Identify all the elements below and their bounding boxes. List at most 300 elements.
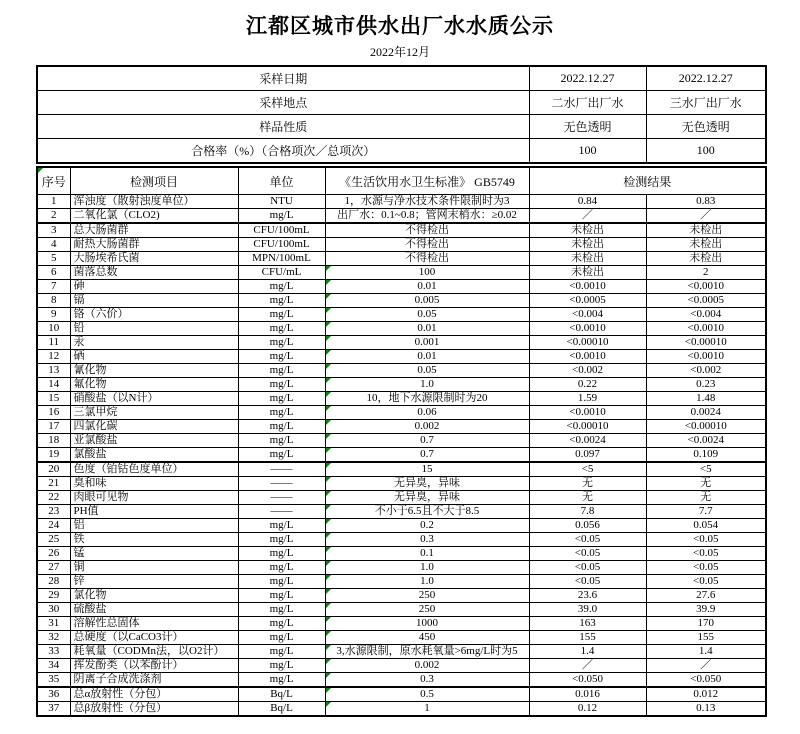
cell-index xyxy=(37,631,70,645)
cell-standard xyxy=(325,350,529,364)
cell-result-plant2 xyxy=(529,519,646,533)
cell-unit-text: —— xyxy=(270,505,293,517)
comment-marker-icon xyxy=(326,673,331,678)
cell-standard-text: 不得检出 xyxy=(405,238,449,250)
cell-unit-text: CFU/100mL xyxy=(253,238,310,250)
cell-item xyxy=(70,687,238,702)
cell-result-plant2 xyxy=(529,491,646,505)
cell-standard xyxy=(325,392,529,406)
cell-unit-text: mg/L xyxy=(269,603,294,615)
cell-result-plant3 xyxy=(646,322,766,336)
cell-standard-text: 无异臭，异味 xyxy=(394,491,460,503)
page-subtitle: 2022年12月 xyxy=(369,45,430,59)
cell-result-plant3 xyxy=(646,209,766,224)
table-row xyxy=(37,631,766,645)
cell-result-plant3 xyxy=(646,575,766,589)
cell-item xyxy=(70,575,238,589)
cell-item xyxy=(70,645,238,659)
cell-result-plant3-text: 0.83 xyxy=(696,195,716,207)
cell-item xyxy=(70,364,238,378)
cell-index xyxy=(37,673,70,688)
cell-index-text: 25 xyxy=(48,533,60,545)
cell-standard xyxy=(325,505,529,519)
cell-unit-text: mg/L xyxy=(269,448,294,460)
cell-result-plant2-text: 163 xyxy=(579,617,596,629)
cell-item-text: 总大肠菌群 xyxy=(73,224,129,236)
cell-result-plant3 xyxy=(646,645,766,659)
cell-result-plant3-text: 0.0024 xyxy=(690,406,721,418)
cell-result-plant2 xyxy=(529,477,646,491)
table-row xyxy=(37,477,766,491)
cell-unit xyxy=(238,238,325,252)
cell-item xyxy=(70,238,238,252)
main-table xyxy=(36,166,767,717)
comment-marker-icon xyxy=(326,688,331,693)
info-plant2-cell: 二水厂出厂水 xyxy=(529,91,646,115)
cell-index-text: 18 xyxy=(48,434,60,446)
cell-result-plant2-text: <5 xyxy=(581,463,594,475)
cell-standard-text: 10，地下水源限制时为20 xyxy=(366,392,488,404)
cell-item-text: 铬（六价） xyxy=(73,308,129,320)
header-result-cell: 检测结果 xyxy=(529,167,766,195)
cell-item-text: 硒 xyxy=(73,350,85,362)
cell-result-plant2-text: 0.056 xyxy=(575,519,600,531)
cell-result-plant2 xyxy=(529,294,646,308)
cell-item-text: 浑浊度（散射浊度单位） xyxy=(73,195,195,207)
cell-unit xyxy=(238,673,325,688)
header-standard-cell: 《生活饮用水卫生标准》 GB5749 xyxy=(325,167,529,195)
cell-item xyxy=(70,533,238,547)
cell-item xyxy=(70,378,238,392)
cell-index-text: 9 xyxy=(51,308,57,320)
table-row xyxy=(37,617,766,631)
cell-result-plant3-text: <0.05 xyxy=(693,547,719,559)
cell-index xyxy=(37,294,70,308)
cell-item-text: 铝 xyxy=(73,519,85,531)
comment-marker-icon xyxy=(326,561,331,566)
comment-marker-icon xyxy=(326,350,331,355)
cell-item-text: 四氯化碳 xyxy=(73,420,118,432)
table-row xyxy=(37,491,766,505)
cell-result-plant2-text: <0.05 xyxy=(574,533,601,545)
cell-standard-text: 无异臭，异味 xyxy=(394,477,460,489)
table-row xyxy=(37,603,766,617)
cell-index-text: 27 xyxy=(48,561,60,573)
cell-standard-text: 1000 xyxy=(416,617,438,629)
cell-item-text: 氟化物 xyxy=(73,378,107,390)
cell-result-plant2-text: <0.0010 xyxy=(569,280,606,292)
cell-result-plant2-text: <0.05 xyxy=(574,575,601,587)
cell-index-text: 35 xyxy=(48,673,60,685)
cell-standard xyxy=(325,491,529,505)
cell-item-text: 大肠埃希氏菌 xyxy=(73,252,140,264)
table-row xyxy=(37,505,766,519)
cell-unit xyxy=(238,491,325,505)
cell-index xyxy=(37,378,70,392)
cell-index xyxy=(37,448,70,463)
cell-index xyxy=(37,266,70,280)
cell-standard-text: 0.002 xyxy=(414,659,440,671)
cell-standard-text: 15 xyxy=(421,463,433,475)
cell-result-plant2 xyxy=(529,223,646,238)
info-plant2-cell: 无色透明 xyxy=(529,115,646,139)
cell-item-text: 耗氧量（CODMn法，以O2计） xyxy=(73,645,225,657)
cell-result-plant2 xyxy=(529,195,646,209)
cell-item xyxy=(70,547,238,561)
cell-standard xyxy=(325,266,529,280)
cell-unit-text: mg/L xyxy=(269,645,294,657)
cell-result-plant2-text: 7.8 xyxy=(580,505,595,517)
cell-result-plant2-text: 1.59 xyxy=(577,392,598,404)
cell-result-plant3 xyxy=(646,392,766,406)
cell-index xyxy=(37,223,70,238)
cell-result-plant3-text: <0.05 xyxy=(693,575,719,587)
cell-item-text: 阴离子合成洗涤剂 xyxy=(73,673,162,685)
cell-result-plant3-text: <0.0010 xyxy=(687,280,724,292)
comment-marker-icon xyxy=(326,364,331,369)
comment-marker-icon xyxy=(326,477,331,482)
cell-unit-text: mg/L xyxy=(269,631,294,643)
cell-standard xyxy=(325,631,529,645)
cell-result-plant2-text: <0.0024 xyxy=(569,434,606,446)
cell-result-plant3 xyxy=(646,195,766,209)
info-label-cell: 采样地点 xyxy=(37,91,529,115)
cell-result-plant2-text: 0.12 xyxy=(577,702,598,714)
cell-result-plant2 xyxy=(529,631,646,645)
cell-result-plant2-text: 未检出 xyxy=(571,266,604,278)
header-unit-cell: 单位 xyxy=(238,167,325,195)
comment-marker-icon xyxy=(326,280,331,285)
cell-unit-text: mg/L xyxy=(269,547,294,559)
cell-standard-text: 1，水源与净水技术条件限制时为3 xyxy=(344,195,510,207)
cell-result-plant2-text: 未检出 xyxy=(571,224,604,236)
cell-item-text: 肉眼可见物 xyxy=(73,491,129,503)
cell-item xyxy=(70,589,238,603)
cell-item-text: 总硬度（以CaCO3计） xyxy=(73,631,184,643)
cell-result-plant3-text: 0.054 xyxy=(693,519,719,531)
cell-result-plant3 xyxy=(646,266,766,280)
page-title: 江都区城市供水出厂水水质公示 xyxy=(246,14,554,38)
comment-marker-icon xyxy=(326,631,331,636)
cell-unit-text: mg/L xyxy=(269,350,294,362)
cell-standard xyxy=(325,322,529,336)
info-plant3-cell: 100 xyxy=(646,139,766,164)
cell-unit-text: mg/L xyxy=(269,308,294,320)
cell-item xyxy=(70,505,238,519)
cell-result-plant3-text: <0.0024 xyxy=(687,434,724,446)
cell-result-plant2-text: <0.050 xyxy=(572,673,603,685)
cell-result-plant2 xyxy=(529,350,646,364)
cell-standard xyxy=(325,673,529,688)
cell-index xyxy=(37,392,70,406)
cell-unit xyxy=(238,406,325,420)
cell-index xyxy=(37,322,70,336)
cell-result-plant3-text: 0.23 xyxy=(696,378,716,390)
cell-standard-text: 0.1 xyxy=(420,547,434,559)
cell-result-plant3-text: 无 xyxy=(700,477,712,489)
cell-item-text: 锰 xyxy=(73,547,85,559)
cell-item-text: 菌落总数 xyxy=(73,266,118,278)
cell-result-plant2-text: <0.00010 xyxy=(566,336,609,348)
cell-item xyxy=(70,266,238,280)
cell-standard-text: 不得检出 xyxy=(405,252,449,264)
cell-result-plant2 xyxy=(529,280,646,294)
cell-index-text: 36 xyxy=(48,688,60,700)
cell-result-plant2-text: <0.002 xyxy=(572,364,603,376)
cell-item xyxy=(70,631,238,645)
cell-result-plant2 xyxy=(529,392,646,406)
cell-result-plant2-text: 无 xyxy=(582,477,593,489)
cell-result-plant3 xyxy=(646,477,766,491)
cell-standard xyxy=(325,280,529,294)
cell-unit xyxy=(238,533,325,547)
cell-unit-text: mg/L xyxy=(269,659,294,671)
table-row xyxy=(37,519,766,533)
table-row xyxy=(37,561,766,575)
cell-result-plant3 xyxy=(646,294,766,308)
cell-unit xyxy=(238,659,325,673)
cell-item-text: PH值 xyxy=(73,505,99,517)
cell-item-text: 锌 xyxy=(73,575,85,587)
cell-result-plant2 xyxy=(529,533,646,547)
cell-item-text: 亚氯酸盐 xyxy=(73,434,118,446)
cell-unit-text: —— xyxy=(270,491,293,503)
cell-unit-text: mg/L xyxy=(269,209,294,221)
header-index-label: 序号 xyxy=(41,174,66,189)
cell-result-plant2-text: 0.016 xyxy=(575,688,600,700)
table-row xyxy=(37,209,766,224)
cell-result-plant2 xyxy=(529,659,646,673)
cell-result-plant3-text: 0.012 xyxy=(693,688,719,700)
cell-unit-text: mg/L xyxy=(269,673,294,685)
info-plant3-cell: 无色透明 xyxy=(646,115,766,139)
cell-unit-text: mg/L xyxy=(269,294,294,306)
cell-unit-text: mg/L xyxy=(269,561,294,573)
cell-unit-text: mg/L xyxy=(269,280,294,292)
cell-result-plant2 xyxy=(529,252,646,266)
cell-item xyxy=(70,392,238,406)
cell-result-plant2 xyxy=(529,603,646,617)
table-row xyxy=(37,420,766,434)
cell-result-plant3-text: 155 xyxy=(697,631,714,643)
table-row xyxy=(37,645,766,659)
cell-standard-text: 250 xyxy=(418,589,436,601)
cell-unit xyxy=(238,547,325,561)
cell-result-plant3-text: 1.4 xyxy=(698,645,713,657)
cell-standard-text: 100 xyxy=(418,266,436,278)
cell-standard xyxy=(325,364,529,378)
comment-marker-icon xyxy=(326,505,331,510)
cell-unit xyxy=(238,603,325,617)
cell-unit xyxy=(238,645,325,659)
cell-result-plant2 xyxy=(529,561,646,575)
cell-standard xyxy=(325,406,529,420)
table-row xyxy=(37,350,766,364)
info-row xyxy=(37,91,766,115)
cell-result-plant3-text: <5 xyxy=(699,463,712,475)
cell-standard-text: 0.7 xyxy=(420,434,434,446)
cell-item xyxy=(70,519,238,533)
cell-result-plant2-text: <0.0010 xyxy=(569,350,606,362)
cell-item xyxy=(70,659,238,673)
cell-standard xyxy=(325,477,529,491)
cell-result-plant3 xyxy=(646,547,766,561)
cell-unit-text: mg/L xyxy=(269,434,294,446)
cell-item-text: 氯化物 xyxy=(73,589,107,601)
cell-unit-text: mg/L xyxy=(269,533,294,545)
table-row xyxy=(37,448,766,463)
cell-unit xyxy=(238,252,325,266)
cell-result-plant2 xyxy=(529,687,646,702)
cell-standard xyxy=(325,575,529,589)
cell-standard-text: 0.05 xyxy=(417,364,437,376)
cell-index-text: 33 xyxy=(48,645,60,657)
cell-index xyxy=(37,308,70,322)
cell-result-plant2-text: 0.84 xyxy=(577,195,598,207)
cell-result-plant2 xyxy=(529,420,646,434)
cell-result-plant2 xyxy=(529,547,646,561)
cell-unit-text: mg/L xyxy=(269,322,294,334)
cell-result-plant3 xyxy=(646,561,766,575)
cell-standard xyxy=(325,434,529,448)
info-plant2-cell: 100 xyxy=(529,139,646,164)
cell-index-text: 28 xyxy=(48,575,60,587)
cell-index xyxy=(37,659,70,673)
cell-unit xyxy=(238,336,325,350)
cell-item xyxy=(70,195,238,209)
cell-item-text: 溶解性总固体 xyxy=(73,617,140,629)
cell-item xyxy=(70,702,238,717)
cell-item-text: 铁 xyxy=(73,533,85,545)
cell-item-text: 汞 xyxy=(73,336,85,348)
cell-result-plant3 xyxy=(646,223,766,238)
cell-standard-text: 不得检出 xyxy=(405,224,449,236)
table-row xyxy=(37,575,766,589)
comment-marker-icon xyxy=(326,547,331,552)
table-row xyxy=(37,223,766,238)
cell-index xyxy=(37,195,70,209)
cell-item xyxy=(70,673,238,688)
cell-result-plant2-text: <0.0010 xyxy=(569,322,606,334)
table-row xyxy=(37,392,766,406)
cell-index-text: 5 xyxy=(51,252,57,264)
cell-standard-text: 3,水源限制，原水耗氧量>6mg/L时为5 xyxy=(336,645,518,657)
cell-item-text: 氰化物 xyxy=(73,364,107,376)
cell-standard xyxy=(325,617,529,631)
cell-result-plant2 xyxy=(529,645,646,659)
cell-item xyxy=(70,209,238,224)
cell-standard xyxy=(325,420,529,434)
cell-item xyxy=(70,561,238,575)
cell-item xyxy=(70,477,238,491)
cell-result-plant3-text: <0.05 xyxy=(693,561,719,573)
cell-unit-text: mg/L xyxy=(269,336,294,348)
cell-index-text: 37 xyxy=(48,702,60,714)
cell-item xyxy=(70,406,238,420)
cell-result-plant3 xyxy=(646,659,766,673)
cell-result-plant2 xyxy=(529,617,646,631)
cell-result-plant3 xyxy=(646,491,766,505)
cell-unit-text: mg/L xyxy=(269,617,294,629)
cell-item xyxy=(70,280,238,294)
cell-unit xyxy=(238,364,325,378)
cell-unit xyxy=(238,519,325,533)
comment-marker-icon xyxy=(326,519,331,524)
cell-standard xyxy=(325,308,529,322)
table-row xyxy=(37,336,766,350)
comment-marker-icon xyxy=(326,378,331,383)
cell-standard-text: 450 xyxy=(418,631,436,643)
cell-index-text: 12 xyxy=(48,350,60,362)
cell-result-plant3-text: 1.48 xyxy=(696,392,716,404)
cell-result-plant3-text: 无 xyxy=(700,491,712,503)
table-row xyxy=(37,547,766,561)
cell-unit-text: mg/L xyxy=(269,420,294,432)
cell-result-plant3-text: 未检出 xyxy=(689,238,723,250)
cell-standard xyxy=(325,702,529,717)
cell-standard xyxy=(325,462,529,477)
cell-unit xyxy=(238,378,325,392)
comment-marker-icon xyxy=(326,659,331,664)
cell-unit xyxy=(238,631,325,645)
cell-result-plant3 xyxy=(646,505,766,519)
comment-marker-icon xyxy=(326,308,331,313)
cell-unit-text: mg/L xyxy=(269,575,294,587)
cell-index xyxy=(37,645,70,659)
cell-result-plant3 xyxy=(646,364,766,378)
cell-standard xyxy=(325,195,529,209)
cell-standard-text: 0.01 xyxy=(417,280,437,292)
cell-result-plant2-text: <0.004 xyxy=(572,308,603,320)
cell-index-text: 31 xyxy=(48,617,60,629)
cell-item-text: 总β放射性（分包） xyxy=(73,702,168,714)
cell-item xyxy=(70,336,238,350)
info-row xyxy=(37,139,766,164)
cell-unit-text: mg/L xyxy=(269,378,294,390)
cell-result-plant2 xyxy=(529,336,646,350)
cell-result-plant2-text: 无 xyxy=(582,491,593,503)
comment-marker-icon xyxy=(326,294,331,299)
cell-standard xyxy=(325,238,529,252)
cell-standard xyxy=(325,603,529,617)
cell-result-plant2-text: <0.05 xyxy=(574,561,601,573)
cell-result-plant3-text: <0.0010 xyxy=(687,322,724,334)
cell-result-plant2-text: ／ xyxy=(582,209,593,221)
cell-result-plant3 xyxy=(646,631,766,645)
info-label-cell: 样品性质 xyxy=(37,115,529,139)
cell-result-plant3-text: <0.05 xyxy=(693,533,719,545)
cell-standard xyxy=(325,659,529,673)
cell-result-plant3 xyxy=(646,280,766,294)
cell-result-plant3-text: <0.050 xyxy=(690,673,722,685)
cell-standard-text: 0.01 xyxy=(417,322,437,334)
cell-index-text: 2 xyxy=(51,209,57,221)
cell-result-plant2-text: 39.0 xyxy=(577,603,598,615)
cell-result-plant2-text: <0.05 xyxy=(574,547,601,559)
comment-marker-icon xyxy=(326,336,331,341)
cell-unit xyxy=(238,266,325,280)
page xyxy=(0,10,800,717)
cell-item-text: 氯酸盐 xyxy=(73,448,107,460)
cell-index-text: 22 xyxy=(48,491,60,503)
cell-index-text: 34 xyxy=(48,659,60,671)
cell-standard-text: 1 xyxy=(424,702,430,714)
cell-result-plant2 xyxy=(529,308,646,322)
comment-marker-icon xyxy=(326,448,331,453)
cell-index xyxy=(37,406,70,420)
cell-unit-text: mg/L xyxy=(269,589,294,601)
cell-standard xyxy=(325,519,529,533)
